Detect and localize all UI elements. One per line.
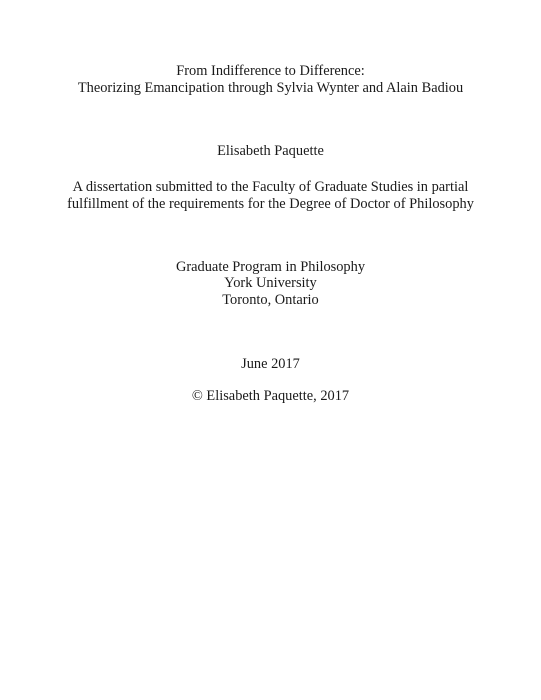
dissertation-title-line-2: Theorizing Emancipation through Sylvia Wynter and Alain Badiou: [77, 80, 464, 96]
author-name: Elisabeth Paquette: [217, 143, 324, 159]
submission-date: June 2017: [241, 356, 300, 372]
submission-statement-line-1: A dissertation submitted to the Faculty of Graduate Studies in partial: [72, 179, 469, 195]
submission-statement-line-2: fulfillment of the requirements for the Degree of Doctor of Philosophy: [67, 196, 474, 212]
copyright-notice: © Elisabeth Paquette, 2017: [191, 388, 350, 404]
dissertation-title-line-1: From Indifference to Difference:: [176, 63, 365, 79]
university-location: Toronto, Ontario: [222, 292, 319, 308]
graduate-program: Graduate Program in Philosophy: [175, 259, 366, 275]
university-name: York University: [224, 275, 317, 291]
